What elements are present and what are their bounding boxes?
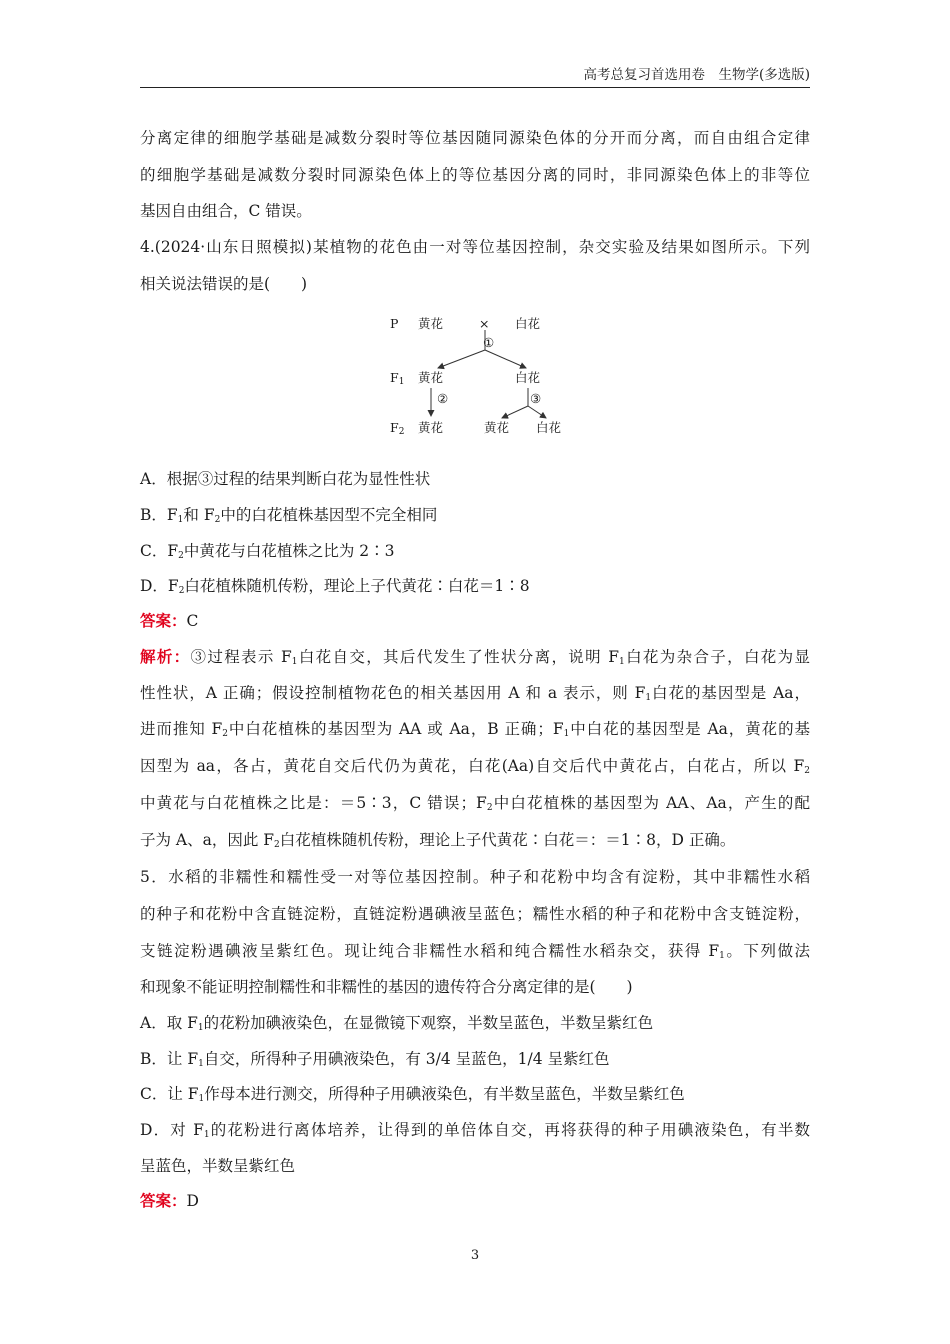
cross-symbol: × (479, 316, 490, 331)
option-a: A．取 $F_1$的花粉加碘液染色，在显微镜下观察，半数呈蓝色，半数呈紫红色 (140, 1014, 654, 1033)
paragraph-line: 的细胞学基础是减数分裂时同源染色体上的等位基因分离的同时，非同源染色体上的非等位 (140, 166, 810, 184)
option-d: D．对 $F_1$的花粉进行离体培养，让得到的单倍体自交，再将获得的种子用碘液染色，有半数 (140, 1121, 810, 1140)
f2-yellow-flower: 黄花 (484, 420, 510, 435)
option-c: C．让 $F_1$作母本进行测交，所得种子用碘液染色，有半数呈蓝色，半数呈紫红色 (140, 1085, 685, 1104)
option-d-continued: 呈蓝色，半数呈紫红色 (140, 1157, 296, 1175)
generation-f1-label: $F_1$ (390, 370, 405, 387)
option-a: A．根据③过程的结果判断白花为显性性状 (140, 470, 431, 488)
step-3-marker: ③ (530, 391, 542, 406)
option-b: B．$F_1$和 $F_2$中的白花植株基因型不完全相同 (140, 506, 438, 525)
step-1-marker: ① (483, 335, 495, 350)
running-header: 高考总复习首选用卷 生物学(多选版) (583, 67, 810, 83)
answer-line: 答案：C (140, 611, 199, 630)
analysis-line: 性性状，A 正确；假设控制植物花色的相关基因用 A 和 a 表示，则 $F_1$白花的基因型是 Aa， (140, 684, 810, 703)
f1-yellow-flower: 黄花 (418, 370, 444, 385)
question-5-stem: 和现象不能证明控制糯性和非糯性的基因的遗传符合分离定律的是( ) (140, 978, 633, 996)
analysis-line: 因型为 aa，各占，黄花自交后代仍为黄花，白花(Aa)自交后代中黄花占，白花占，所以 $F_2$ (140, 757, 810, 776)
generation-f2-label: $F_2$ (390, 420, 405, 437)
header-rule (140, 87, 810, 88)
arrow-to-f1-yellow (438, 350, 485, 368)
question-5-stem: 的种子和花粉中含直链淀粉，直链淀粉遇碘液呈蓝色；糯性水稻的种子和花粉中含支链淀粉， (140, 905, 810, 923)
analysis-line: 子为 A、a，因此 $F_2$白花植株随机传粉，理论上子代黄花∶白花＝：＝1∶8，D 正确。 (140, 831, 736, 850)
p-white-flower: 白花 (515, 316, 541, 331)
analysis-line: 解析：③过程表示 $F_1$白花自交，其后代发生了性状分离，说明 $F_1$白花为杂合子，白花为显 (140, 647, 810, 667)
question-4-stem: 相关说法错误的是( ) (140, 275, 308, 293)
analysis-line: 进而推知 $F_2$中白花植株的基因型为 AA 或 Aa，B 正确；$F_1$中白花的基因型是 Aa，黄花的基 (140, 720, 810, 739)
f2-yellow-flower: 黄花 (418, 420, 444, 435)
paragraph-line: 分离定律的细胞学基础是减数分裂时等位基因随同源染色体的分开而分离，而自由组合定律 (140, 129, 810, 147)
option-b: B．让 $F_1$自交，所得种子用碘液染色，有 3/4 呈蓝色，1/4 呈紫红色 (140, 1050, 610, 1069)
answer-line: 答案：D (140, 1191, 199, 1210)
f1-white-flower: 白花 (515, 370, 541, 385)
question-4-stem: 4.(2024·山东日照模拟)某植物的花色由一对等位基因控制，杂交实验及结果如图所示。下列 (140, 238, 810, 256)
generation-p-label: P (390, 316, 399, 331)
f2-white-flower: 白花 (536, 420, 562, 435)
paragraph-line: 基因自由组合，C 错误。 (140, 202, 312, 220)
cross-diagram (380, 308, 580, 444)
option-c: C．$F_2$中黄花与白花植株之比为 2∶3 (140, 542, 395, 561)
question-5-stem: 5．水稻的非糯性和糯性受一对等位基因控制。种子和花粉中均含有淀粉，其中非糯性水稻 (140, 868, 810, 886)
arrow-to-f2-yellow (502, 406, 528, 418)
question-5-stem: 支链淀粉遇碘液呈紫红色。现让纯合非糯性水稻和纯合糯性水稻杂交，获得 $F_1$。下列做法 (140, 942, 810, 961)
arrow-to-f2-white (528, 406, 546, 418)
option-d: D．$F_2$白花植株随机传粉，理论上子代黄花∶白花＝1∶8 (140, 577, 530, 596)
arrow-to-f1-white (485, 350, 526, 368)
analysis-line: 中黄花与白花植株之比是：＝5∶3，C 错误；$F_2$中白花植株的基因型为 AA、Aa，产生的配 (140, 794, 810, 813)
p-yellow-flower: 黄花 (418, 316, 444, 331)
page-number: 3 (470, 1248, 480, 1263)
step-2-marker: ② (437, 391, 449, 406)
